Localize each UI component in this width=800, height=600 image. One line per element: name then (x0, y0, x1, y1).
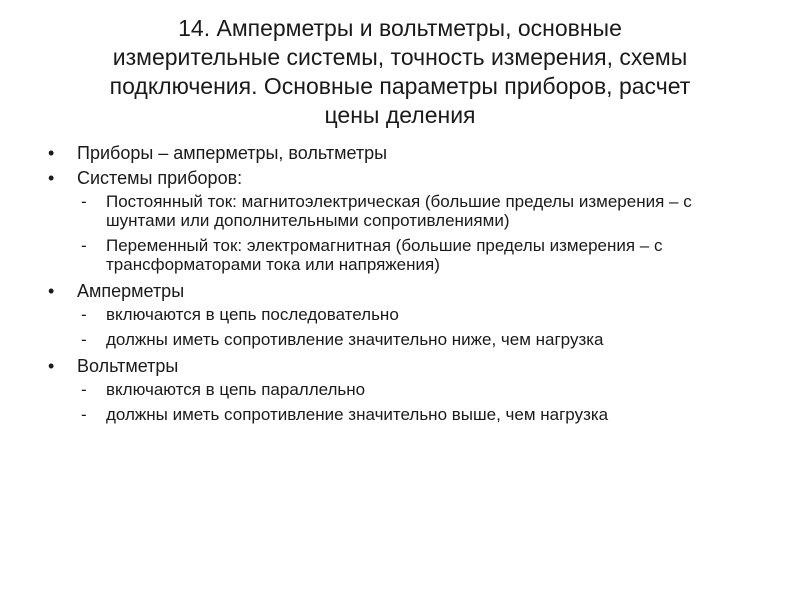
sub-text: включаются в цепь параллельно (106, 380, 366, 399)
sub-text: Постоянный ток: магнитоэлектрическая (большие пределы измерения – с шунтами или дополнительными сопротивлениями) (106, 192, 692, 230)
slide-title: 14. Амперметры и вольтметры, основные измерительные системы, точность измерения, схемы подключения. Основные параметры приборов, расчет цены деления (109, 15, 691, 128)
sub-marker: - (81, 305, 87, 324)
sub-text: должны иметь сопротивление значительно ниже, чем нагрузка (106, 330, 604, 349)
sub-list (77, 192, 748, 274)
bullet-text: Приборы – амперметры, вольтметры (77, 143, 388, 163)
sub-item-series (72, 305, 748, 324)
bullet-item-devices (48, 142, 748, 165)
sub-list (77, 380, 748, 424)
sub-marker: - (81, 236, 87, 255)
bullet-marker: • (48, 281, 55, 301)
bullet-item-systems (48, 167, 748, 274)
sub-item-low-resistance (72, 330, 748, 349)
sub-marker: - (81, 330, 87, 349)
bullet-marker: • (48, 168, 55, 188)
sub-item-high-resistance (72, 405, 748, 424)
bullet-marker: • (48, 143, 55, 163)
sub-item-alternating-current (72, 236, 748, 274)
bullet-text: Амперметры (77, 281, 185, 301)
sub-marker: - (81, 380, 87, 399)
bullet-item-ammeters (48, 280, 748, 349)
sub-marker: - (81, 405, 87, 424)
sub-text: включаются в цепь последовательно (106, 305, 399, 324)
bullet-text: Системы приборов: (77, 168, 243, 188)
sub-text: Переменный ток: электромагнитная (большие пределы измерения – с трансформаторами тока или напряжения) (106, 236, 663, 274)
sub-text: должны иметь сопротивление значительно выше, чем нагрузка (106, 405, 609, 424)
sub-marker: - (81, 192, 87, 211)
sub-item-parallel (72, 380, 748, 399)
bullet-marker: • (48, 356, 55, 376)
sub-list (77, 305, 748, 349)
bullet-text: Вольтметры (77, 356, 179, 376)
sub-item-direct-current (72, 192, 748, 230)
bullet-list (48, 142, 748, 430)
bullet-item-voltmeters (48, 355, 748, 424)
